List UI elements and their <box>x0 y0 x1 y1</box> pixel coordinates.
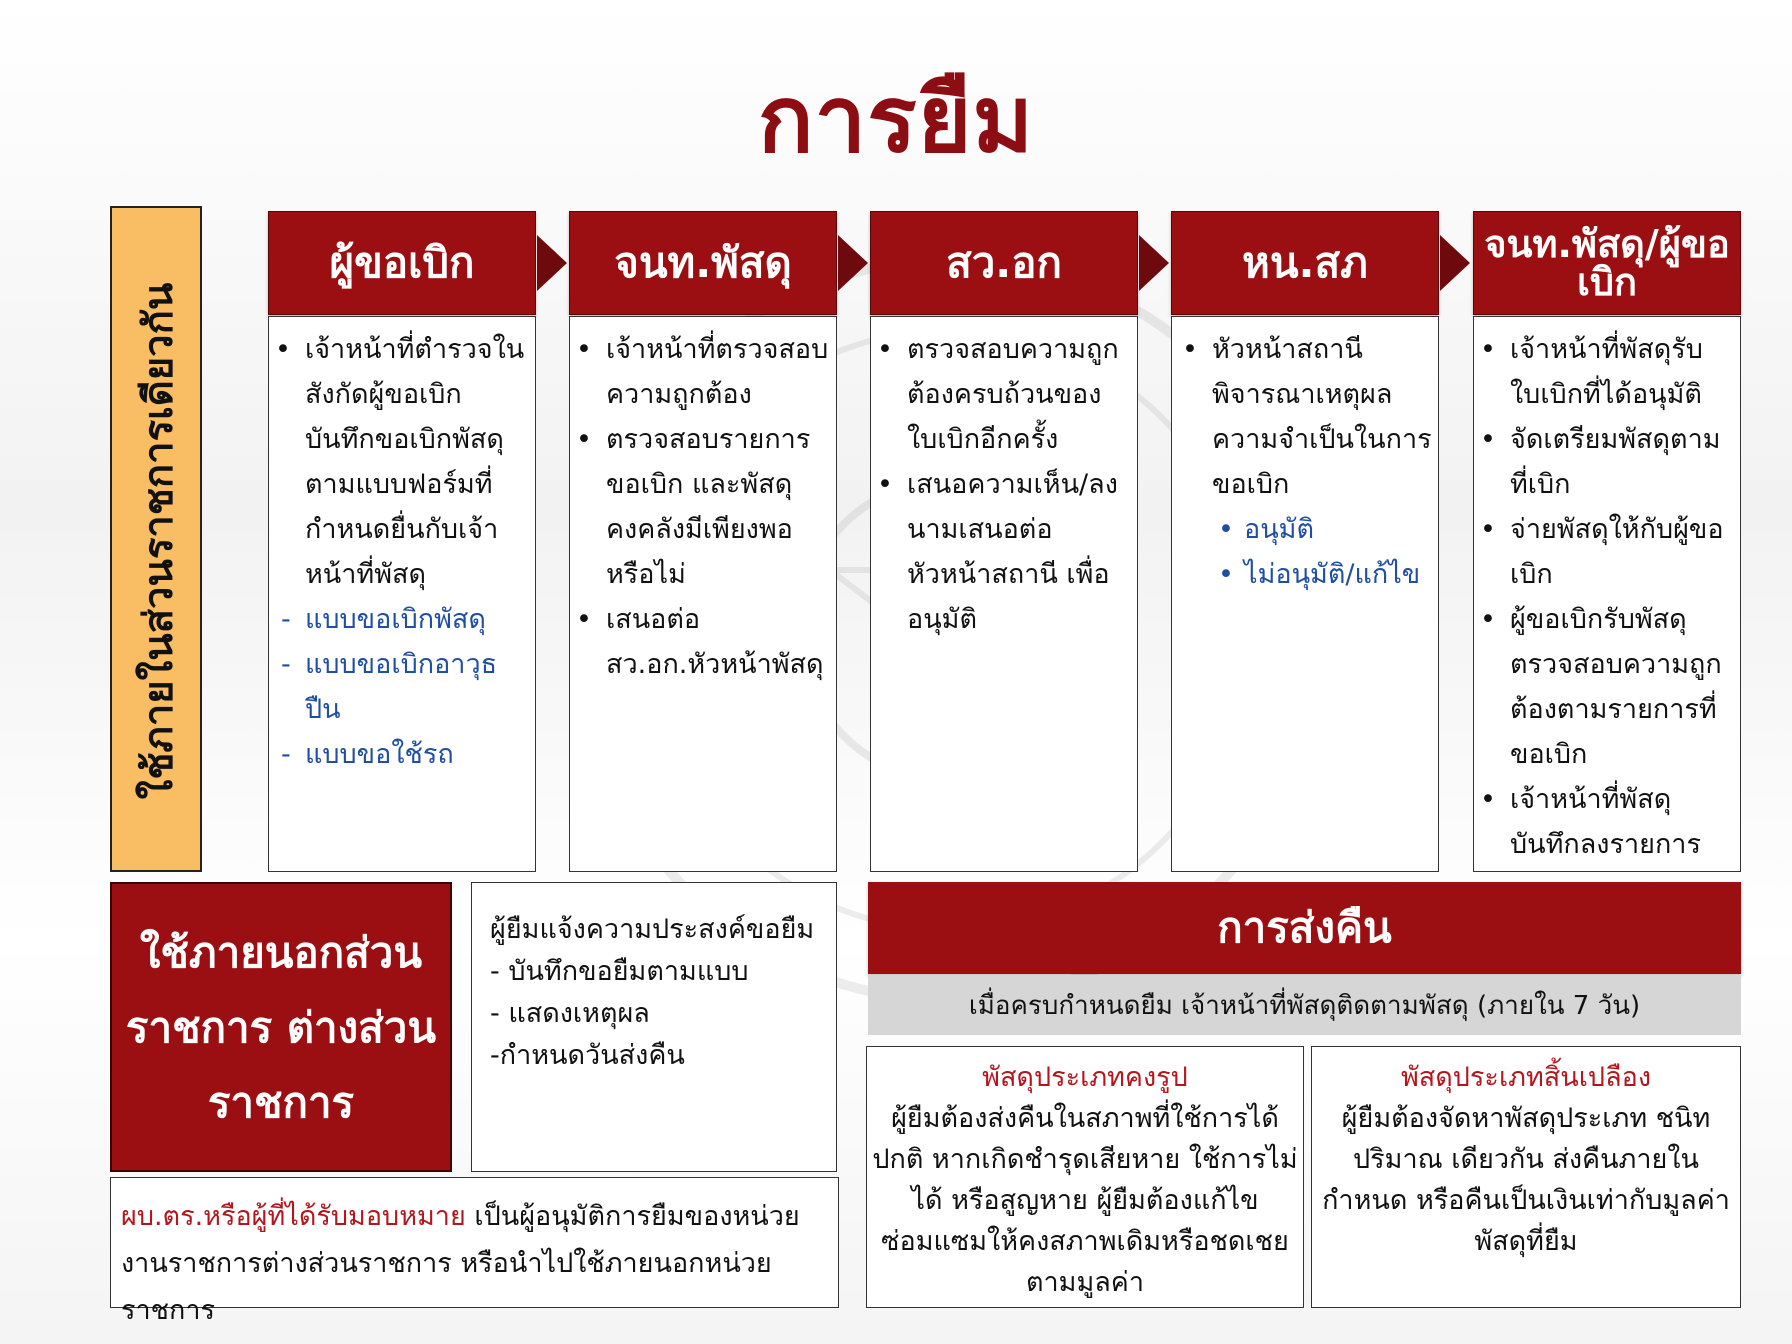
durable-supply-text: ผู้ยืมต้องส่งคืนในสภาพที่ใช้การได้ปกติ หากเกิดชำรุดเสียหาย ใช้การไม่ได้ หรือสูญหาย ผู้ยืมต้องแก้ไข ซ่อมแซมให้คงสภาพเดิมหรือชดเชยตามมูลค่า <box>872 1103 1298 1298</box>
consumable-supply-text: ผู้ยืมต้องจัดหาพัสดุประเภท ชนิท ปริมาณ เดียวกัน ส่งคืนภายในกำหนด หรือคืนเป็นเงินเท่ากับมูลค่าพัสดุที่ยืม <box>1322 1103 1730 1257</box>
option-approve: • อนุมัติ <box>1182 507 1434 552</box>
list-item: • เสนอความเห็น/ลงนามเสนอต่อหัวหน้าสถานี เพื่ออนุมัติ <box>877 462 1133 642</box>
list-item: - แสดงเหตุผล <box>490 998 650 1029</box>
handover-steps <box>1473 316 1741 872</box>
header-supply-officer-requester: จนท.พัสดุ/ผู้ขอเบิก <box>1473 211 1741 315</box>
list-item: - บันทึกขอยืมตามแบบ <box>490 956 749 987</box>
consumable-supply-box <box>1311 1046 1741 1308</box>
header-requester: ผู้ขอเบิก <box>268 211 536 315</box>
station-chief-steps <box>1171 316 1439 872</box>
internal-use-label-text: ใช้ภายในส่วนราชการเดียวกัน <box>136 282 182 800</box>
chevron-right-icon <box>838 235 868 291</box>
return-section-title: การส่งคืน <box>868 882 1741 974</box>
list-item: • เจ้าหน้าที่ตำรวจในสังกัดผู้ขอเบิกบันทึกขอเบิกพัสดุตามแบบฟอร์มที่กำหนดยื่นกับเจ้าหน้าที่พัสดุ <box>275 327 531 597</box>
list-item: • เสนอต่อ สว.อก.หัวหน้าพัสดุ <box>576 597 832 687</box>
form-link-firearm: - แบบขอเบิกอาวุธปืน <box>275 642 531 732</box>
chevron-right-icon <box>1139 235 1169 291</box>
list-item: • จ่ายพัสดุให้กับผู้ขอเบิก <box>1480 507 1736 597</box>
external-steps <box>471 882 837 1172</box>
option-reject-edit: • ไม่อนุมัติ/แก้ไข <box>1182 552 1434 597</box>
return-deadline-note: เมื่อครบกำหนดยืม เจ้าหน้าที่พัสดุติดตามพัสดุ (ภายใน 7 วัน) <box>868 975 1741 1035</box>
external-use-label <box>110 882 452 1172</box>
list-item: • หัวหน้าสถานีพิจารณาเหตุผลความจำเป็นในการขอเบิก <box>1182 327 1434 507</box>
deputy-inspector-steps <box>870 316 1138 872</box>
list-item: • จัดเตรียมพัสดุตามที่เบิก <box>1480 417 1736 507</box>
approver-note-text: เป็นผู้อนุมัติการยืมของหน่วยงานราชการต่างส่วนราชการ หรือนำไปใช้ภายนอกหน่วยราชการ <box>121 1201 800 1326</box>
list-item: • ตรวจสอบรายการขอเบิก และพัสดุคงคลังมีเพียงพอหรือไม่ <box>576 417 832 597</box>
approver-note <box>110 1177 839 1326</box>
list-item: ผู้ยืมแจ้งความประสงค์ขอยืม <box>490 914 815 945</box>
form-link-vehicle: - แบบขอใช้รถ <box>275 732 531 777</box>
list-item: • ผู้ขอเบิกรับพัสดุตรวจสอบความถูกต้องตามรายการที่ขอเบิก <box>1480 597 1736 777</box>
form-link-supply: - แบบขอเบิกพัสดุ <box>275 597 531 642</box>
header-deputy-inspector: สว.อก <box>870 211 1138 315</box>
list-item: • เจ้าหน้าที่ตรวจสอบความถูกต้อง <box>576 327 832 417</box>
header-station-chief: หน.สภ <box>1171 211 1439 315</box>
header-supply-officer: จนท.พัสดุ <box>569 211 837 315</box>
requester-steps <box>268 316 536 872</box>
approver-highlight: ผบ.ตร.หรือผู้ที่ได้รับมอบหมาย <box>121 1201 466 1232</box>
list-item: -กำหนดวันส่งคืน <box>490 1040 685 1071</box>
consumable-supply-title: พัสดุประเภทสิ้นเปลือง <box>1400 1062 1652 1093</box>
chevron-right-icon <box>1440 235 1470 291</box>
durable-supply-title: พัสดุประเภทคงรูป <box>982 1062 1188 1093</box>
durable-supply-box <box>866 1046 1304 1308</box>
list-item: • ตรวจสอบความถูกต้องครบถ้วนของใบเบิกอีกครั้ง <box>877 327 1133 462</box>
list-item: • เจ้าหน้าที่พัสดุบันทึกลงรายการ <box>1480 777 1736 867</box>
page-title: การยืม <box>757 66 1035 173</box>
supply-officer-steps <box>569 316 837 872</box>
external-use-label-text: ใช้ภายนอกส่วนราชการ ต่างส่วนราชการ <box>125 927 437 1127</box>
chevron-right-icon <box>537 235 567 291</box>
list-item: • เจ้าหน้าที่พัสดุรับใบเบิกที่ได้อนุมัติ <box>1480 327 1736 417</box>
internal-use-label <box>110 206 202 872</box>
